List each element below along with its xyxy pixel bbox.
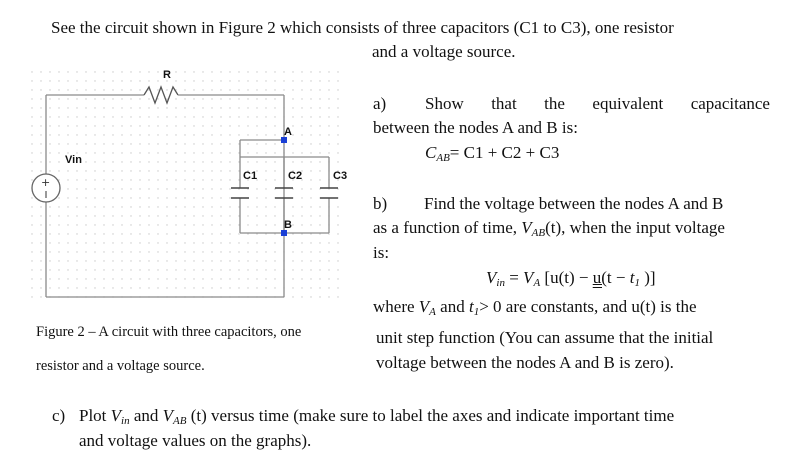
eq-cab-var: C bbox=[425, 143, 437, 162]
label-r: R bbox=[163, 69, 171, 81]
part-a-line-2: between the nodes A and B is: bbox=[373, 118, 578, 137]
part-a-equation bbox=[425, 143, 559, 168]
part-c-marker: c) bbox=[52, 406, 66, 425]
grid-background bbox=[24, 68, 340, 304]
eq-cab-sub: AB bbox=[436, 152, 450, 164]
part-b-line-3: is: bbox=[373, 243, 390, 262]
eq-cab-rhs: = C1 + C2 + C3 bbox=[449, 143, 560, 162]
part-b-marker: b) bbox=[373, 194, 388, 213]
intro-line-2: and a voltage source. bbox=[372, 42, 516, 61]
label-b: B bbox=[284, 219, 292, 231]
part-a-word-5: capacitance bbox=[690, 94, 770, 113]
part-b-line-2: as a function of time, $V_{AB}(t)$, when the input voltage bbox=[373, 218, 725, 239]
part-c-line-2: and voltage values on the graphs). bbox=[79, 431, 312, 450]
part-c-line-1: Plot $V_{in}$ and $V_{AB}$ (t) versus time (make sure to label the axes and indicate important time bbox=[79, 406, 675, 427]
part-b-last-line: voltage between the nodes A and B is zero). bbox=[376, 353, 674, 372]
part-a-word-2: that bbox=[491, 94, 517, 113]
part-b-where-line: where $V_A$ and $t_1> 0$ are constants, and u(t) is the bbox=[373, 297, 697, 318]
part-b-unit-line: unit step function (You can assume that the initial bbox=[376, 328, 714, 347]
figure-caption-line-1: Figure 2 – A circuit with three capacitors, one bbox=[36, 324, 302, 340]
label-c1: C1 bbox=[243, 170, 258, 182]
part-a-word-1: Show bbox=[425, 94, 464, 113]
part-a-word-3: the bbox=[544, 94, 565, 113]
part-b-line-1: Find the voltage between the nodes A and B bbox=[424, 194, 724, 213]
figure-caption-line-2: resistor and a voltage source. bbox=[36, 358, 205, 374]
label-c3: C3 bbox=[333, 170, 348, 182]
circuit-schematic bbox=[22, 62, 348, 312]
label-c2: C2 bbox=[288, 170, 303, 182]
intro-line-1: See the circuit shown in Figure 2 which consists of three capacitors (C1 to C3), one resistor bbox=[51, 18, 674, 37]
input-voltage-equation: $V_{in} = V_A$ [$u(t) - u(t - t_1$ )] bbox=[486, 268, 656, 289]
label-a: A bbox=[284, 126, 292, 138]
part-a-marker: a) bbox=[373, 94, 387, 113]
label-vin: Vin bbox=[65, 154, 82, 166]
plus-sign: + bbox=[41, 176, 51, 189]
part-a-word-4: equivalent bbox=[592, 94, 664, 113]
part-a-line-1 bbox=[425, 94, 770, 114]
